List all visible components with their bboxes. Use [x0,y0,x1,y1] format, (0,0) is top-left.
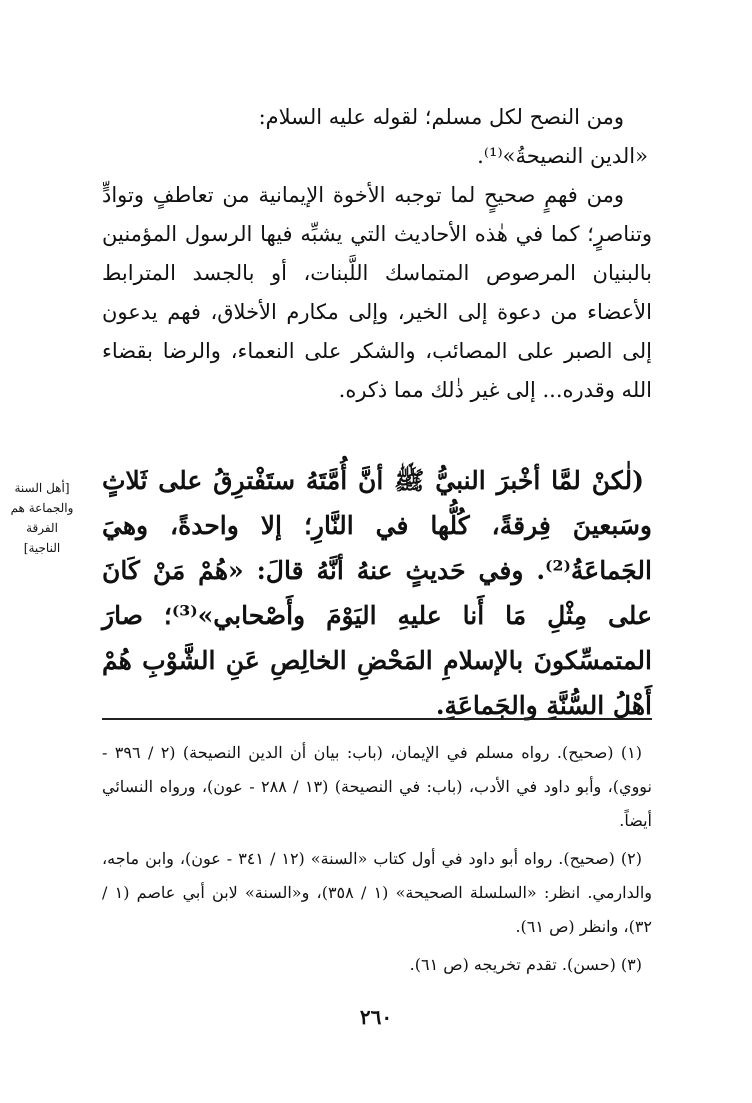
margin-note-line: والجماعة هم الفرقة [10,501,74,535]
footnotes [102,736,652,986]
footnote-2: (٢) (صحيح). رواه أبو داود في أول كتاب «السنة» (١٢ / ٣٤١ - عون)، وابن ماجه، والدارمي. انظر: «السلسلة الصحيحة» (١ / ٣٥٨)، و«السنة» لابن أبي عاصم (١ / ٣٢)، وانظر (ص ٦١). [102,849,653,936]
page-number: ٢٦٠ [359,1005,393,1029]
margin-note [2,478,82,558]
hadith-quote: «الدين النصيحةُ»⁽¹⁾. [477,144,648,168]
body-text [102,98,652,410]
paragraph-saved-sect: (لٰكنْ لمَّا أخْبرَ النبيُّ ﷺ أنَّ أُمَّتَهُ ستَفْترِقُ على ثَلاثٍ وسَبعينَ فِرقةً، كُلُّها في النَّارِ؛ إلا واحدةً، وهيَ الجَماعَةُ⁽²⁾. وفي حَديثٍ عنهُ أنَّهُ قالَ: «هُمْ مَنْ كَانَ على مِثْلِ مَا أَنا عليهِ اليَوْمَ وأَصْحابي»⁽³⁾؛ صارَ المتمسِّكونَ بالإسلامِ المَحْضِ الخالِصِ عَنِ الشَّوْبِ هُمْ أَهْلُ السُّنَّةِ والجَماعَةِ. [102,466,652,720]
footnote-3: (٣) (حسن). تقدم تخريجه (ص ٦١). [409,955,642,974]
paragraph-brotherhood: ومن فهمٍ صحيحٍ لما توجبه الأخوة الإيمانية من تعاطفٍ وتوادٍّ وتناصرٍ؛ كما في هٰذه الأحاديث التي يشبِّه فيها الرسول المؤمنين بالبنيان المرصوص المتماسك اللَّبنات، أو بالجسد المترابط الأعضاء من دعوة إلى الخير، وإلى مكارم الأخلاق، فهم يدعون إلى الصبر على المصائب، والشكر على النعماء، والرضا بقضاء الله وقدره... إلى غير ذٰلك مما ذكره. [102,183,652,402]
footnote-1: (١) (صحيح). رواه مسلم في الإيمان، (باب: بيان أن الدين النصيحة) (٢ / ٣٩٦ - نووي)، وأبو داود في الأدب، (باب: في النصيحة) (١٣ / ٢٨٨ - عون)، ورواه النسائي أيضاً. [102,743,653,830]
paragraph-advice: ومن النصح لكل مسلم؛ لقوله عليه السلام: [258,105,624,129]
footnote-divider [102,718,652,720]
main-bold-text [102,458,652,728]
margin-note-line: الناجية] [23,541,61,555]
margin-note-line: [أهل السنة [14,481,70,495]
